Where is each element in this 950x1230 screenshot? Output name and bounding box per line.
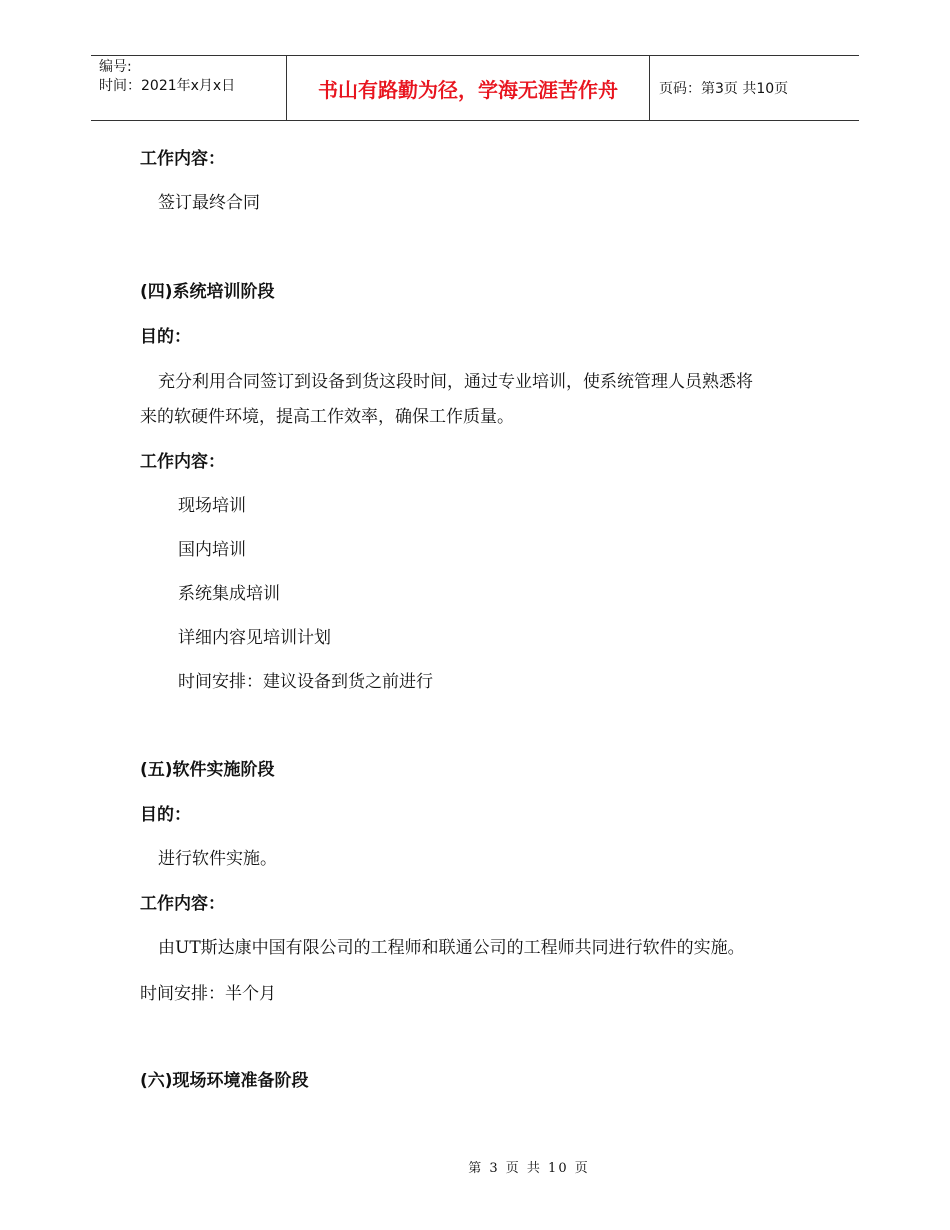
paragraph: 来的软硬件环境，提高工作效率，确保工作质量。 bbox=[140, 407, 514, 427]
section-heading: 目的： bbox=[140, 805, 191, 825]
section-heading: 目的： bbox=[140, 327, 191, 347]
paragraph: 进行软件实施。 bbox=[158, 849, 277, 869]
header-meta bbox=[91, 56, 287, 120]
section-heading: 工作内容： bbox=[140, 149, 225, 169]
list-item: 时间安排：建议设备到货之前进行 bbox=[178, 672, 433, 692]
page-header bbox=[91, 55, 859, 121]
section-heading: 工作内容： bbox=[140, 452, 225, 472]
list-item: 详细内容见培训计划 bbox=[178, 628, 331, 648]
phase-heading: (五)软件实施阶段 bbox=[140, 760, 275, 780]
list-item: 现场培训 bbox=[178, 496, 246, 516]
list-item: 国内培训 bbox=[178, 540, 246, 560]
header-page-code: 页码：第3页 共10页 bbox=[659, 81, 789, 97]
paragraph: 时间安排：半个月 bbox=[140, 984, 276, 1004]
number-label: 编号: bbox=[99, 59, 132, 75]
page-footer: 第 3 页 共 10 页 bbox=[468, 1161, 590, 1176]
list-item: 系统集成培训 bbox=[178, 584, 280, 604]
phase-heading: (六)现场环境准备阶段 bbox=[140, 1071, 309, 1091]
phase-heading: (四)系统培训阶段 bbox=[140, 282, 275, 302]
time-label: 时间：2021年x月x日 bbox=[99, 78, 236, 94]
header-slogan: 书山有路勤为径，学海无涯苦作舟 bbox=[287, 56, 650, 120]
section-heading: 工作内容： bbox=[140, 894, 225, 914]
paragraph: 充分利用合同签订到设备到货这段时间，通过专业培训，使系统管理人员熟悉将 bbox=[158, 372, 753, 392]
paragraph: 由UT斯达康中国有限公司的工程师和联通公司的工程师共同进行软件的实施。 bbox=[158, 938, 745, 958]
paragraph: 签订最终合同 bbox=[158, 193, 260, 213]
